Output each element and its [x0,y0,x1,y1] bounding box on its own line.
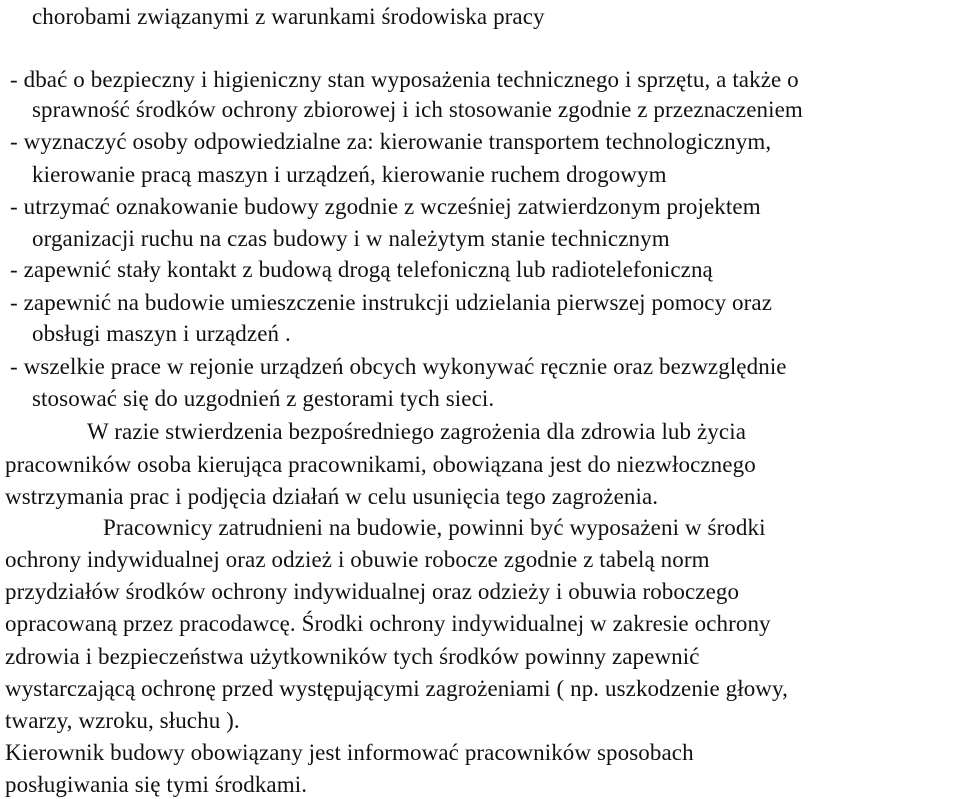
text-line: Pracownicy zatrudnieni na budowie, powinni być wyposażeni w środki [103,515,766,540]
text-line: pracowników osoba kierująca pracownikami, obowiązana jest do niezwłocznego [5,452,756,477]
text-line: - wyznaczyć osoby odpowiedzialne za: kierowanie transportem technologicznym, [10,129,772,154]
text-line: - wszelkie prace w rejonie urządzeń obcych wykonywać ręcznie oraz bezwzględnie [10,354,787,379]
text-line: W razie stwierdzenia bezpośredniego zagrożenia dla zdrowia lub życia [87,419,746,444]
text-line: - zapewnić stały kontakt z budową drogą telefoniczną lub radiotelefoniczną [10,257,713,282]
text-line: organizacji ruchu na czas budowy i w należytym stanie technicznym [32,226,670,251]
text-line: kierowanie pracą maszyn i urządzeń, kierowanie ruchem drogowym [32,162,667,187]
text-line: stosować się do uzgodnień z gestorami tych sieci. [32,386,495,411]
text-line: - dbać o bezpieczny i higieniczny stan wyposażenia technicznego i sprzętu, a także o [10,67,799,92]
text-line: ochrony indywidualnej oraz odzież i obuwie robocze zgodnie z tabelą norm [5,547,710,572]
text-line: wystarczającą ochronę przed występującymi zagrożeniami ( np. uszkodzenie głowy, [5,676,788,701]
text-line: - utrzymać oznakowanie budowy zgodnie z wcześniej zatwierdzonym projektem [10,194,761,219]
text-line: obsługi maszyn i urządzeń . [32,321,291,346]
text-line: przydziałów środków ochrony indywidualnej oraz odzieży i obuwia roboczego [5,579,740,604]
text-line: opracowaną przez pracodawcę. Środki ochrony indywidualnej w zakresie ochrony [5,611,771,636]
text-line: wstrzymania prac i podjęcia działań w celu usunięcia tego zagrożenia. [5,484,659,509]
text-line: twarzy, wzroku, słuchu ). [5,708,240,733]
text-line: chorobami związanymi z warunkami środowiska pracy [32,4,545,29]
text-line: - zapewnić na budowie umieszczenie instrukcji udzielania pierwszej pomocy oraz [10,290,773,315]
text-line: posługiwania się tymi środkami. [5,772,308,797]
text-line: Kierownik budowy obowiązany jest informować pracowników sposobach [5,740,694,765]
text-line: zdrowia i bezpieczeństwa użytkowników tych środków powinny zapewnić [5,644,700,669]
text-line: sprawność środków ochrony zbiorowej i ich stosowanie zgodnie z przeznaczeniem [32,97,803,122]
